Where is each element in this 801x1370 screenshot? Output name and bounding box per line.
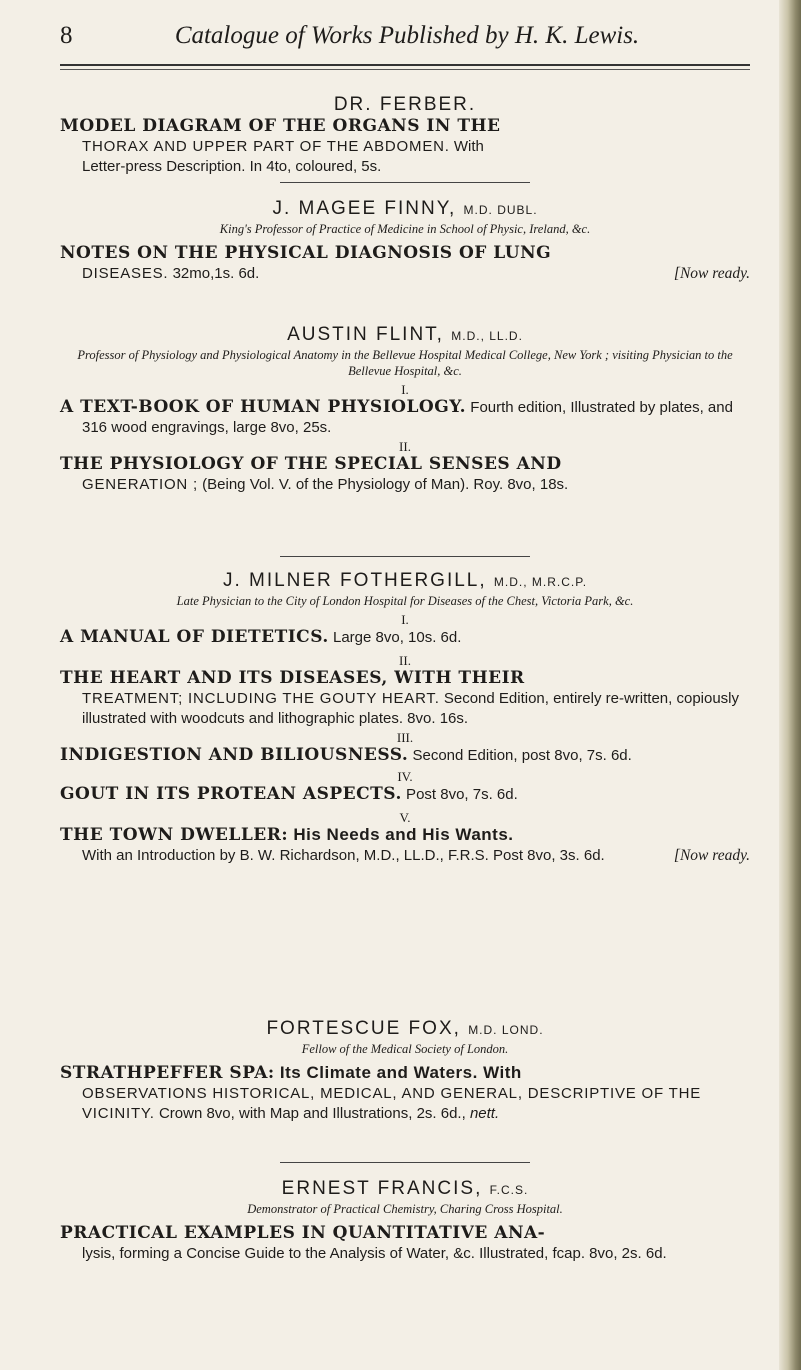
book-subtitle: His Needs and His Wants. xyxy=(288,825,514,844)
book-entry xyxy=(60,668,750,729)
book-details: Post 8vo, 7s. 6d. xyxy=(401,786,518,803)
page-number: 8 xyxy=(60,22,73,49)
header-rule xyxy=(60,64,750,66)
author-affiliation: Fellow of the Medical Society of London. xyxy=(301,1042,509,1056)
book-details-2: Letter-press Description. In 4to, coloured, 5s. xyxy=(82,158,382,175)
book-entry xyxy=(60,1063,750,1124)
author-text: J. MILNER FOTHERGILL, xyxy=(222,570,487,591)
book-title: MODEL DIAGRAM OF THE ORGANS IN THE xyxy=(60,116,501,136)
header-rule-thin xyxy=(60,69,750,70)
book-details: lysis, forming a Concise Guide to the Analysis of Water, &c. Illustrated, fcap. 8vo, 2s. 6d. xyxy=(82,1245,667,1262)
author-affiliation: Demonstrator of Practical Chemistry, Charing Cross Hospital. xyxy=(247,1202,563,1216)
book-entry xyxy=(60,243,750,284)
section-separator xyxy=(280,1162,530,1163)
book-title: THE PHYSIOLOGY OF THE SPECIAL SENSES AND xyxy=(60,454,562,474)
author-name: DR. FERBER. xyxy=(333,94,477,115)
book-subtitle: Its Climate and Waters. xyxy=(274,1063,478,1082)
section-separator xyxy=(280,556,530,557)
book-entry xyxy=(60,1223,750,1264)
author-text: FORTESCUE FOX, xyxy=(266,1018,461,1039)
section-francis xyxy=(60,1178,750,1264)
author-degree: M.D. LOND. xyxy=(468,1023,544,1037)
section-flint xyxy=(60,324,750,495)
book-subtitle: THORAX AND UPPER PART OF THE ABDOMEN. xyxy=(82,138,450,155)
section-ferber xyxy=(60,94,750,177)
book-title: STRATHPEFFER SPA: xyxy=(60,1063,275,1083)
book-entry xyxy=(60,627,750,648)
book-subtitle-2: With xyxy=(477,1063,522,1082)
book-subtitle: GENERATION ; xyxy=(82,476,198,493)
author-name xyxy=(60,1018,750,1040)
section-separator xyxy=(280,182,530,183)
book-details: Fourth edition, Illustrated by plates, and 316 wood engravings, large 8vo, 25s. xyxy=(82,399,733,436)
availability-note: [Now ready. xyxy=(673,265,750,282)
book-details: Second Edition, entirely re-written, copiously illustrated with woodcuts and lithographic plates. 8vo. 16s. xyxy=(82,690,740,727)
author-degree: M.D., M.R.C.P. xyxy=(493,575,588,589)
author-text: J. MAGEE FINNY, xyxy=(272,198,457,219)
book-subtitle: DISEASES. xyxy=(82,265,169,282)
author-name xyxy=(60,570,750,592)
book-title: THE HEART AND ITS DISEASES, WITH THEIR xyxy=(60,668,525,688)
entry-numeral: IV. xyxy=(397,769,413,784)
entry-numeral: II. xyxy=(399,653,411,668)
book-subtitle: TREATMENT; INCLUDING THE GOUTY HEART. xyxy=(82,690,440,707)
book-title: GOUT IN ITS PROTEAN ASPECTS. xyxy=(60,784,402,804)
author-text: AUSTIN FLINT, xyxy=(287,324,444,345)
page-edge-shadow xyxy=(779,0,801,1370)
availability-note: [Now ready. xyxy=(673,847,750,864)
book-details: With xyxy=(449,138,484,155)
book-description: OBSERVATIONS HISTORICAL, MEDICAL, AND GENERAL, DESCRIPTIVE OF THE VICINITY. xyxy=(82,1085,702,1122)
book-entry xyxy=(60,397,750,438)
book-title: THE TOWN DWELLER: xyxy=(60,825,289,845)
book-title: NOTES ON THE PHYSICAL DIAGNOSIS OF LUNG xyxy=(60,243,552,263)
author-affiliation: Late Physician to the City of London Hospital for Diseases of the Chest, Victoria Park, &c. xyxy=(176,594,634,608)
author-degree: F.C.S. xyxy=(489,1183,529,1197)
entry-numeral: II. xyxy=(399,439,411,454)
entry-numeral: III. xyxy=(396,730,414,745)
entry-numeral: V. xyxy=(399,810,411,825)
book-title: A MANUAL OF DIETETICS. xyxy=(60,627,329,647)
book-title: A TEXT-BOOK OF HUMAN PHYSIOLOGY. xyxy=(60,397,467,417)
book-details: 32mo,1s. 6d. xyxy=(168,265,260,282)
entry-numeral: I. xyxy=(401,382,409,397)
book-details: With an Introduction by B. W. Richardson, M.D., LL.D., F.R.S. Post 8vo, 3s. 6d. xyxy=(82,847,605,864)
entry-numeral: I. xyxy=(401,612,409,627)
author-affiliation: King's Professor of Practice of Medicine in School of Physic, Ireland, &c. xyxy=(219,222,591,236)
author-text: ERNEST FRANCIS, xyxy=(281,1178,483,1199)
author-degree: M.D. DUBL. xyxy=(463,203,538,217)
author-name xyxy=(60,198,750,220)
author-name xyxy=(60,324,750,346)
book-entry xyxy=(60,784,750,805)
book-entry xyxy=(60,116,750,177)
book-details: Crown 8vo, with Map and Illustrations, 2s. 6d., xyxy=(154,1105,470,1122)
section-finny xyxy=(60,198,750,284)
book-title: PRACTICAL EXAMPLES IN QUANTITATIVE ANA- xyxy=(60,1223,546,1243)
book-entry xyxy=(60,745,750,766)
author-name xyxy=(60,1178,750,1200)
running-header xyxy=(60,22,750,62)
section-fox xyxy=(60,1018,750,1124)
catalogue-page xyxy=(60,22,750,1262)
running-title: Catalogue of Works Published by H. K. Lewis. xyxy=(174,22,640,49)
book-entry xyxy=(60,825,750,866)
section-fothergill xyxy=(60,570,750,866)
author-degree: M.D., LL.D. xyxy=(451,329,523,343)
book-title: INDIGESTION AND BILIOUSNESS. xyxy=(60,745,409,765)
author-affiliation: Professor of Physiology and Physiological Anatomy in the Bellevue Hospital Medical College, New York ; visiting Physician to the Bellevue Hospital, &c. xyxy=(77,348,733,378)
price-note: nett. xyxy=(469,1105,500,1122)
book-details: Large 8vo, 10s. 6d. xyxy=(328,629,462,646)
book-details: Second Edition, post 8vo, 7s. 6d. xyxy=(408,747,632,764)
book-entry xyxy=(60,454,750,495)
book-details: (Being Vol. V. of the Physiology of Man). Roy. 8vo, 18s. xyxy=(198,476,569,493)
